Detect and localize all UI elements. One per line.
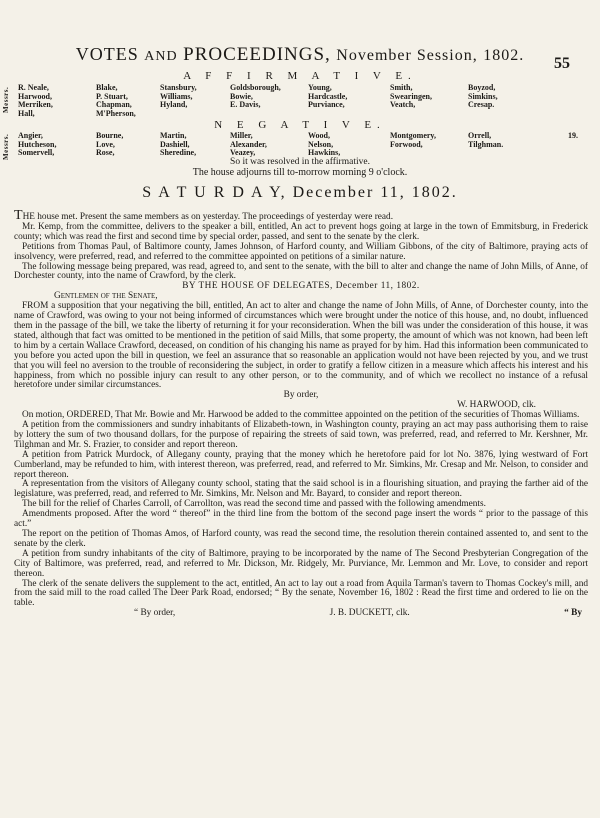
negative-column (18, 132, 96, 158)
negative-column (468, 132, 538, 158)
affirmative-column (308, 84, 390, 118)
negative-side-label: Messrs. (2, 133, 10, 161)
member-name: Tilghman. (468, 139, 504, 149)
member-name: Bowie, (230, 91, 253, 101)
page-number: 55 (554, 55, 570, 72)
member-name: Cresap. (468, 100, 495, 109)
member-name: Stansbury, (160, 83, 197, 92)
header-and: AND (144, 49, 178, 64)
paragraph: A representation from the visitors of Allegany county school, stating that the said school is in a flourishing situation, and praying the farther aid of the legislature, was preferred, read, and referred to Mr. Simkins, Mr. Nelson and Mr. Bayard, to consider and report thereon. (14, 479, 588, 500)
member-name: Harwood, (18, 91, 52, 101)
member-name: Hutcheson, (18, 139, 57, 149)
negative-count-column (538, 132, 578, 158)
catchword: “ By (564, 608, 582, 619)
negative-column (390, 132, 468, 158)
negative-names (18, 132, 578, 158)
paragraph: The following message being prepared, was read, agreed to, and sent to the senate, with the bill to alter and change the name of John Mills, of Anne, of Dorchester county, into the name of Crawford, by the clerk. (14, 261, 588, 282)
member-name: P. Stuart, (96, 91, 128, 101)
member-name: Angier, (18, 131, 43, 140)
negative-column (160, 132, 230, 158)
member-name: Blake, (96, 83, 118, 92)
member-name: Chapman, (96, 100, 132, 109)
member-name: Somervell, (18, 148, 55, 157)
header-session: November Session, (336, 47, 478, 64)
member-name: Wood, (308, 131, 331, 140)
member-name: Young, (308, 83, 332, 92)
member-name: Simkins, (468, 91, 498, 101)
day-heading: S A T U R D A Y, December 11, 1802. (142, 184, 458, 201)
affirmative-column (96, 84, 160, 118)
paragraph: Petitions from Thomas Paul, of Baltimore county, James Johnson, of Harford county, and William Gibbons, of the city of Baltimore, praying acts of insolvency, were preferred, read, and referred to the committee appointed on petitions of a similar nature. (14, 241, 588, 262)
header-year: 1802. (483, 47, 525, 64)
member-name: M'Pherson, (96, 108, 136, 118)
negative-column (308, 132, 390, 158)
resolved-line: So it was resolved in the affirmative. (230, 157, 370, 167)
member-name: R. Neale, (18, 83, 49, 92)
affirmative-column (18, 84, 96, 118)
member-name: Love, (96, 139, 115, 149)
affirmative-column (160, 84, 230, 118)
member-name: Montgomery, (390, 131, 436, 140)
affirmative-names (18, 84, 538, 118)
paragraph: Mr. Kemp, from the committee, delivers to the speaker a bill, entitled, An act to prevent hogs going at large in the town of Emmitsburg, in Frederick county; which was read the first and second time by special order, passed, and sent to the senate by the clerk. (14, 221, 588, 242)
paragraph: The clerk of the senate delivers the supplement to the act, entitled, An act to lay out a road from Aquila Tarman's tavern to Thomas Cockey's mill, and from the said mill to the road called The Deer Park Road, endorsed; “ By the senate, November 16, 1802 : Read the first time and ordered to lie on the table. (14, 578, 588, 609)
member-name: Rose, (96, 148, 115, 157)
member-name: Swearingen, (390, 91, 432, 101)
member-name: Nelson, (308, 139, 334, 149)
header-proceedings: PROCEEDINGS, (183, 44, 331, 65)
member-name: Alexander, (230, 139, 267, 149)
paragraph: The bill for the relief of Charles Carroll, of Carrollton, was read the second time and passed with the following amendments. (22, 499, 486, 510)
member-name: Merriken, (18, 100, 53, 109)
member-name: Veazey, (230, 148, 256, 157)
affirmative-column (230, 84, 308, 118)
by-order-line: “ By order, (134, 608, 176, 619)
paragraph: A petition from the commissioners and sundry inhabitants of Elizabeth-town, in Washington county, praying an act may pass authorising them to raise by lottery the sum of two thousand dollars, for the purpose of repairing the streets of said town, was preferred, read, and referred to Mr. Kershner, Mr. Tilghman and Mr. S. Frazier, to consider and report thereon. (14, 420, 588, 450)
member-name: Veatch, (390, 100, 416, 109)
message-body: FROM a supposition that your negativing the bill, entitled, An act to alter and change the name of John Mills, of Anne, of Dorchester county, into the name of Crawford, was owing to your not being informed of circumstances which were brought under the notice of this house, and, no doubt, influenced them in the passage of the bill, we take the liberty of returning it for your reconsideration. When the bill was under the consideration of this house, it was stated, although that fact was omitted to be mentioned in the petition of said Mills, that some property, the amount of which was not known, had been left to him by a certain Wallace Crawford, deceased, on condition of his changing his name as prayed for by him. Had this information been communicated to you before you acted upon the bill in question, we feel an assurance that so reasonable an application would not have been rejected by you, and we trust that you will feel no aversion to the trouble of reconsidering the subject, in order to gratify a fellow citizen in a measure which affects his interest and his happiness, from which no possible injury can result to any other person, or to the community, and of which we recollect no instance of a refusal heretofore under similar circumstances. (14, 301, 588, 391)
member-name: Forwood, (390, 139, 423, 149)
paragraph: THE house met. Present the same members as on yesterday. The proceedings of yesterday were read. (14, 208, 394, 223)
member-name: Williams, (160, 91, 193, 101)
paragraph: A petition from sundry inhabitants of the city of Baltimore, praying to be incorporated by the name of The Second Presbyterian Congregation of the City of Baltimore, was preferred, read, and referred to Mr. Dickson, Mr. Ridgely, Mr. Purviance, Mr. Lemmon and Mr. Love, to consider and report thereon. (14, 548, 588, 579)
member-name: Bourne, (96, 131, 124, 140)
member-name: Dashiell, (160, 139, 190, 149)
affirmative-column (468, 84, 538, 118)
member-name: E. Davis, (230, 100, 261, 109)
member-name: Martin, (160, 131, 187, 140)
member-name: Miller, (230, 131, 253, 140)
proceedings-body (14, 208, 588, 619)
member-name: Goldsborough, (230, 83, 281, 92)
paragraph: Amendments proposed. After the word “ thereof” in the third line from the bottom of the second page insert the words “ prior to the passage of this act.” (14, 509, 588, 530)
closing-row (14, 609, 588, 619)
by-order-line: By order, (283, 390, 319, 401)
negative-column (230, 132, 308, 158)
member-name: Sheredine, (160, 148, 197, 157)
affirmative-heading: A F F I R M A T I V E. (183, 70, 417, 82)
clerk-signature: J. B. DUCKETT, clk. (329, 608, 410, 619)
message-dateline: BY THE HOUSE OF DELEGATES, December 11, 1802. (182, 281, 420, 292)
adjourn-line: The house adjourns till to-morrow morning 9 o'clock. (192, 167, 408, 178)
paragraph: A petition from Patrick Murdock, of Allegany county, praying that the money which he heretofore paid for lot No. 3876, lying westward of Fort Cumberland, may be refunded to him, with interest thereon, was preferred, read, and referred to Mr. Simkins, Mr. Cresap and Mr. Nelson, to consider and report thereon. (14, 449, 588, 480)
paragraph: The report on the petition of Thomas Amos, of Harford county, was read the second time, the resolution therein contained assented to, and sent to the senate by the clerk. (14, 529, 588, 549)
member-name: Smith, (390, 83, 413, 92)
header-votes: VOTES (75, 44, 139, 64)
negative-column (96, 132, 160, 158)
negative-heading: N E G A T I V E. (214, 119, 386, 131)
paragraph: On motion, ORDERED, That Mr. Bowie and Mr. Harwood be added to the committee appointed on the petition of the securities of Thomas Williams. (22, 410, 580, 421)
affirmative-side-label: Messrs. (2, 86, 10, 114)
vote-count: 19. (568, 131, 578, 140)
member-name: Hardcastle, (308, 91, 348, 101)
member-name: Purviance, (308, 100, 345, 109)
member-name: Hyland, (160, 100, 188, 109)
page-header (40, 44, 560, 66)
clerk-signature: W. HARWOOD, clk. (457, 400, 536, 411)
member-name: Boyzod, (468, 83, 496, 92)
member-name: Orrell, (468, 131, 492, 140)
message-salutation: Gentlemen of the Senate, (54, 291, 158, 302)
member-name: Hawkins, (308, 148, 341, 157)
member-name: Hall, (18, 108, 35, 118)
affirmative-column (390, 84, 468, 118)
